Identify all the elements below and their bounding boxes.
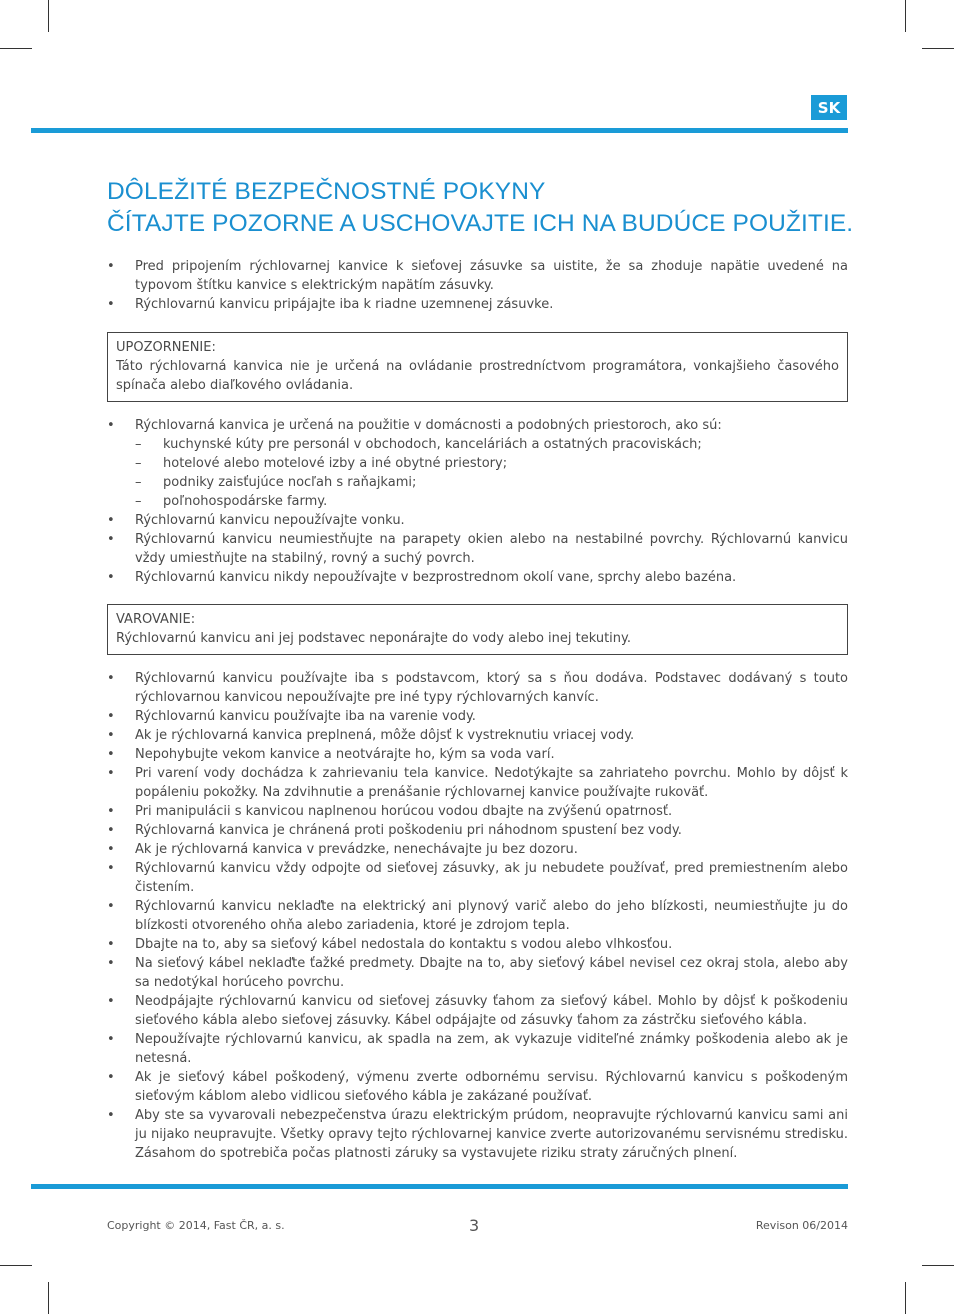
list-item: • Neodpájajte rýchlovarnú kanvicu od sieťovej zásuvky ťahom za sieťový kábel. Mohlo by dôjsť k poškodeniu sieťového kábla alebo sieťovej zásuvky. Kábel odpájajte od zásuvky ťahom za zástrčku sieťového kábla. bbox=[107, 992, 848, 1030]
crop-mark bbox=[922, 48, 954, 49]
list-item: • Dbajte na to, aby sa sieťový kábel nedostala do kontaktu s vodou alebo vlhkosťou. bbox=[107, 935, 848, 954]
usage-list bbox=[107, 416, 848, 587]
warning-box-upozornenie bbox=[107, 332, 848, 402]
list-item: • Pred pripojením rýchlovarnej kanvice k sieťovej zásuvke sa uistite, že sa zhoduje napätie uvedené na typovom štítku kanvice s elektrickým napätím zásuvky. bbox=[107, 257, 848, 295]
title-line-1: DÔLEŽITÉ BEZPEČNOSTNÉ POKYNY bbox=[107, 178, 546, 205]
list-item: • Rýchlovarnú kanvicu vždy odpojte od sieťovej zásuvky, ak ju nebudete používať, pred premiestnením alebo čistením. bbox=[107, 859, 848, 897]
sub-list-item: – poľnohospodárske farmy. bbox=[135, 492, 848, 511]
list-item bbox=[107, 416, 848, 511]
revision: Revison 06/2014 bbox=[755, 1219, 848, 1232]
crop-mark bbox=[905, 1282, 906, 1314]
list-item: • Rýchlovarná kanvica je chránená proti poškodeniu pri náhodnom spustení bez vody. bbox=[107, 821, 848, 840]
sub-list-item: – kuchynské kúty pre personál v obchodoch, kanceláriách a ostatných pracoviskách; bbox=[135, 435, 848, 454]
sub-list-item: – hotelové alebo motelové izby a iné obytné priestory; bbox=[135, 454, 848, 473]
sub-list bbox=[135, 435, 848, 511]
footer-rule bbox=[31, 1184, 848, 1189]
list-item: • Rýchlovarnú kanvicu nepoužívajte vonku. bbox=[107, 511, 848, 530]
warning-box-varovanie bbox=[107, 604, 848, 655]
crop-mark bbox=[48, 1282, 49, 1314]
crop-mark bbox=[0, 1265, 32, 1266]
list-item: • Ak je rýchlovarná kanvica v prevádzke, nenechávajte ju bez dozoru. bbox=[107, 840, 848, 859]
list-item: • Nepoužívajte rýchlovarnú kanvicu, ak spadla na zem, ak vykazuje viditeľné známky poškodenia alebo ak je netesná. bbox=[107, 1030, 848, 1068]
page-number: 3 bbox=[469, 1216, 480, 1235]
list-item: • Ak je sieťový kábel poškodený, výmenu zverte odbornému servisu. Rýchlovarnú kanvicu s poškodeným sieťovým káblom alebo vidlicou sieťového kábla je zakázané používať. bbox=[107, 1068, 848, 1106]
intro-list bbox=[107, 257, 848, 314]
language-badge: SK bbox=[811, 95, 847, 120]
crop-mark bbox=[0, 48, 32, 49]
header-rule bbox=[31, 128, 848, 133]
warning-heading: UPOZORNENIE: bbox=[116, 340, 216, 355]
copyright: Copyright © 2014, Fast ČR, a. s. bbox=[107, 1219, 285, 1232]
list-item: • Rýchlovarnú kanvicu pripájajte iba k riadne uzemnenej zásuvke. bbox=[107, 295, 848, 314]
list-item: • Rýchlovarnú kanvicu nikdy nepoužívajte v bezprostrednom okolí vane, sprchy alebo bazéna. bbox=[107, 568, 848, 587]
list-item: • Nepohybujte vekom kanvice a neotvárajte ho, kým sa voda varí. bbox=[107, 745, 848, 764]
list-item: • Rýchlovarnú kanvicu neklaďte na elektrický ani plynový varič alebo do jeho blízkosti, neumiestňujte ju do blízkosti otvoreného ohňa alebo zariadenia, ktoré je zdrojom tepla. bbox=[107, 897, 848, 935]
list-item: • Pri varení vody dochádza k zahrievaniu tela kanvice. Nedotýkajte sa zahriateho povrchu. Mohlo by dôjsť k popáleniu pokožky. Na zdvihnutie a prenášanie rýchlovarnej kanvice používajte rukoväť. bbox=[107, 764, 848, 802]
warning-text: Rýchlovarnú kanvicu ani jej podstavec neponárajte do vody alebo inej tekutiny. bbox=[116, 631, 632, 646]
crop-mark bbox=[922, 1265, 954, 1266]
title-line-2: ČÍTAJTE POZORNE A USCHOVAJTE ICH NA BUDÚCE POUŽITIE. bbox=[107, 210, 854, 237]
list-item: • Rýchlovarnú kanvicu neumiestňujte na parapety okien alebo na nestabilné povrchy. Rýchlovarnú kanvicu vždy umiestňujte na stabilný, rovný a suchý povrch. bbox=[107, 530, 848, 568]
crop-mark bbox=[905, 0, 906, 32]
sub-list-item: – podniky zaisťujúce nocľah s raňajkami; bbox=[135, 473, 848, 492]
list-item-text: Rýchlovarná kanvica je určená na použitie v domácnosti a podobných priestoroch, ako sú: bbox=[135, 418, 722, 433]
warning-heading: VAROVANIE: bbox=[116, 612, 196, 627]
safety-list bbox=[107, 669, 848, 1163]
crop-mark bbox=[48, 0, 49, 32]
list-item: • Ak je rýchlovarná kanvica preplnená, môže dôjsť k vystreknutiu vriacej vody. bbox=[107, 726, 848, 745]
warning-text: Táto rýchlovarná kanvica nie je určená na ovládanie prostredníctvom programátora, vonkajšieho časového spínača alebo diaľkového ovládania. bbox=[116, 359, 839, 393]
list-item: • Rýchlovarnú kanvicu používajte iba na varenie vody. bbox=[107, 707, 848, 726]
page-title bbox=[107, 176, 867, 240]
list-item: • Pri manipulácii s kanvicou naplnenou horúcou vodou dbajte na zvýšenú opatrnosť. bbox=[107, 802, 848, 821]
list-item: • Rýchlovarnú kanvicu používajte iba s podstavcom, ktorý sa s ňou dodáva. Podstavec dodávaný s touto rýchlovarnou kanvicou nepoužívajte pre iné typy rýchlovarných kanvíc. bbox=[107, 669, 848, 707]
list-item: • Na sieťový kábel neklaďte ťažké predmety. Dbajte na to, aby sieťový kábel nevisel cez okraj stola, alebo aby sa nedotýkal horúceho povrchu. bbox=[107, 954, 848, 992]
list-item: • Aby ste sa vyvarovali nebezpečenstva úrazu elektrickým prúdom, neopravujte rýchlovarnú kanvicu sami ani ju nijako neupravujte. Všetky opravy tejto rýchlovarnej kanvice zverte autorizovanému servisnému stredisku. Zásahom do spotrebiča počas platnosti záruky sa vystavujete riziku straty záručných plnení. bbox=[107, 1106, 848, 1163]
